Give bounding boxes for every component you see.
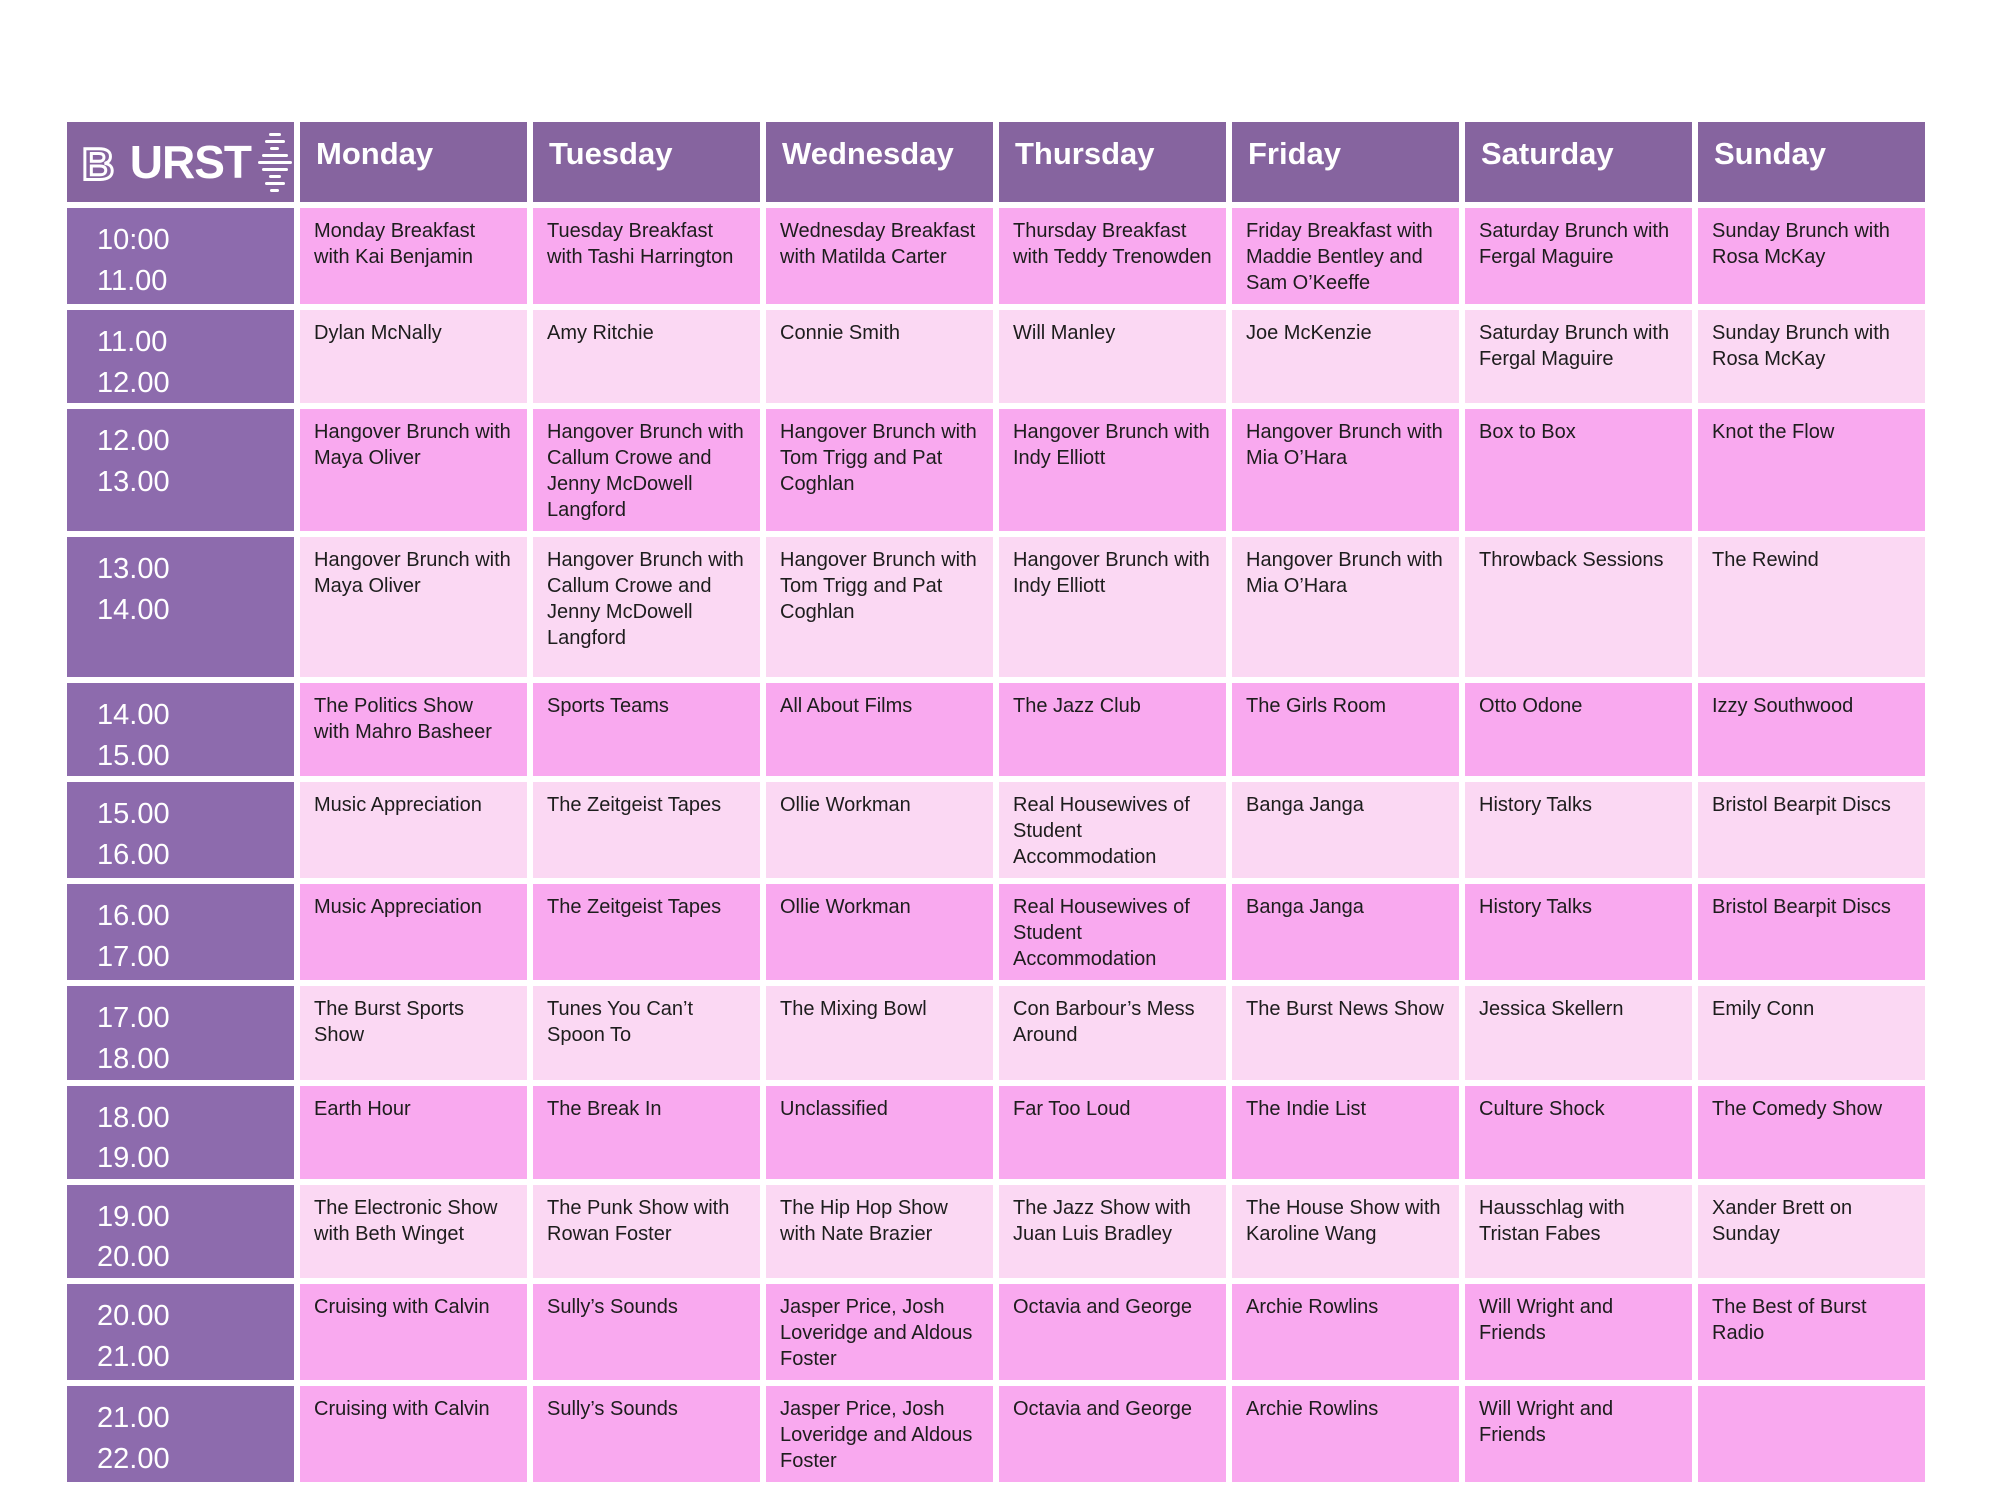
time-slot bbox=[67, 683, 294, 776]
show-cell-thursday-2000: Octavia and George bbox=[999, 1284, 1226, 1380]
show-cell-sunday-1700: Emily Conn bbox=[1698, 986, 1925, 1079]
day-header-thursday: Thursday bbox=[999, 122, 1226, 202]
show-cell-saturday-1200: Box to Box bbox=[1465, 409, 1692, 531]
show-cell-friday-1100: Joe McKenzie bbox=[1232, 310, 1459, 403]
show-cell-wednesday-2100: Jasper Price, Josh Loveridge and Aldous Foster bbox=[766, 1386, 993, 1482]
header-row bbox=[67, 122, 1925, 202]
show-cell-sunday-1000: Sunday Brunch with Rosa McKay bbox=[1698, 208, 1925, 304]
show-cell-monday-2000: Cruising with Calvin bbox=[300, 1284, 527, 1380]
time-end: 11.00 bbox=[97, 264, 168, 297]
schedule-row bbox=[67, 310, 1925, 403]
show-cell-sunday-1800: The Comedy Show bbox=[1698, 1086, 1925, 1179]
show-cell-wednesday-2000: Jasper Price, Josh Loveridge and Aldous Foster bbox=[766, 1284, 993, 1380]
show-cell-friday-2000: Archie Rowlins bbox=[1232, 1284, 1459, 1380]
show-cell-saturday-1600: History Talks bbox=[1465, 884, 1692, 980]
time-end: 12.00 bbox=[97, 366, 170, 399]
show-cell-thursday-1700: Con Barbour’s Mess Around bbox=[999, 986, 1226, 1079]
time-start: 15.00 bbox=[97, 798, 170, 831]
time-slot bbox=[67, 208, 294, 304]
day-header-tuesday: Tuesday bbox=[533, 122, 760, 202]
schedule-row bbox=[67, 1284, 1925, 1380]
time-slot bbox=[67, 884, 294, 980]
show-cell-monday-1700: The Burst Sports Show bbox=[300, 986, 527, 1079]
show-cell-wednesday-1900: The Hip Hop Show with Nate Brazier bbox=[766, 1185, 993, 1278]
burst-logo-text: URST bbox=[129, 136, 251, 188]
show-cell-wednesday-1400: All About Films bbox=[766, 683, 993, 776]
schedule-row bbox=[67, 1185, 1925, 1278]
show-cell-tuesday-1400: Sports Teams bbox=[533, 683, 760, 776]
show-cell-monday-1300: Hangover Brunch with Maya Oliver bbox=[300, 537, 527, 677]
show-cell-thursday-1300: Hangover Brunch with Indy Elliott bbox=[999, 537, 1226, 677]
time-end: 17.00 bbox=[97, 940, 170, 973]
show-cell-wednesday-1000: Wednesday Breakfast with Matilda Carter bbox=[766, 208, 993, 304]
time-slot bbox=[67, 1284, 294, 1380]
show-cell-sunday-1200: Knot the Flow bbox=[1698, 409, 1925, 531]
time-end: 14.00 bbox=[97, 593, 170, 626]
show-cell-friday-1800: The Indie List bbox=[1232, 1086, 1459, 1179]
burst-logo bbox=[67, 122, 294, 202]
waveform-icon bbox=[255, 131, 294, 194]
show-cell-monday-1100: Dylan McNally bbox=[300, 310, 527, 403]
show-cell-tuesday-1700: Tunes You Can’t Spoon To bbox=[533, 986, 760, 1079]
show-cell-wednesday-1800: Unclassified bbox=[766, 1086, 993, 1179]
show-cell-saturday-1100: Saturday Brunch with Fergal Maguire bbox=[1465, 310, 1692, 403]
show-cell-tuesday-1000: Tuesday Breakfast with Tashi Harrington bbox=[533, 208, 760, 304]
schedule-row bbox=[67, 683, 1925, 776]
time-end: 20.00 bbox=[97, 1241, 170, 1274]
show-cell-saturday-1900: Hausschlag with Tristan Fabes bbox=[1465, 1185, 1692, 1278]
day-header-friday: Friday bbox=[1232, 122, 1459, 202]
show-cell-friday-1600: Banga Janga bbox=[1232, 884, 1459, 980]
schedule-row bbox=[67, 208, 1925, 304]
time-end: 22.00 bbox=[97, 1442, 170, 1475]
schedule-row bbox=[67, 986, 1925, 1079]
show-cell-monday-1500: Music Appreciation bbox=[300, 782, 527, 878]
show-cell-thursday-1100: Will Manley bbox=[999, 310, 1226, 403]
show-cell-tuesday-1900: The Punk Show with Rowan Foster bbox=[533, 1185, 760, 1278]
show-cell-tuesday-1100: Amy Ritchie bbox=[533, 310, 760, 403]
show-cell-tuesday-1200: Hangover Brunch with Callum Crowe and Jenny McDowell Langford bbox=[533, 409, 760, 531]
show-cell-thursday-1500: Real Housewives of Student Accommodation bbox=[999, 782, 1226, 878]
burst-logo-lockup bbox=[77, 131, 294, 194]
time-slot bbox=[67, 310, 294, 403]
time-slot bbox=[67, 986, 294, 1079]
time-start: 10:00 bbox=[97, 224, 170, 256]
show-cell-tuesday-1800: The Break In bbox=[533, 1086, 760, 1179]
show-cell-sunday-1100: Sunday Brunch with Rosa McKay bbox=[1698, 310, 1925, 403]
time-slot bbox=[67, 782, 294, 878]
show-cell-monday-1600: Music Appreciation bbox=[300, 884, 527, 980]
time-slot bbox=[67, 1386, 294, 1482]
show-cell-friday-1700: The Burst News Show bbox=[1232, 986, 1459, 1079]
time-end: 21.00 bbox=[97, 1340, 170, 1373]
show-cell-tuesday-1500: The Zeitgeist Tapes bbox=[533, 782, 760, 878]
show-cell-friday-1200: Hangover Brunch with Mia O’Hara bbox=[1232, 409, 1459, 531]
show-cell-friday-1300: Hangover Brunch with Mia O’Hara bbox=[1232, 537, 1459, 677]
show-cell-wednesday-1700: The Mixing Bowl bbox=[766, 986, 993, 1079]
show-cell-saturday-2000: Will Wright and Friends bbox=[1465, 1284, 1692, 1380]
show-cell-sunday-2100 bbox=[1698, 1386, 1925, 1482]
schedule-table bbox=[61, 116, 1931, 1488]
time-slot bbox=[67, 1086, 294, 1179]
time-slot bbox=[67, 1185, 294, 1278]
show-cell-saturday-1300: Throwback Sessions bbox=[1465, 537, 1692, 677]
show-cell-saturday-1500: History Talks bbox=[1465, 782, 1692, 878]
show-cell-saturday-1000: Saturday Brunch with Fergal Maguire bbox=[1465, 208, 1692, 304]
time-end: 13.00 bbox=[97, 465, 170, 498]
show-cell-friday-1000: Friday Breakfast with Maddie Bentley and Sam O’Keeffe bbox=[1232, 208, 1459, 304]
show-cell-sunday-1300: The Rewind bbox=[1698, 537, 1925, 677]
show-cell-wednesday-1200: Hangover Brunch with Tom Trigg and Pat Coghlan bbox=[766, 409, 993, 531]
time-slot bbox=[67, 537, 294, 677]
show-cell-monday-2100: Cruising with Calvin bbox=[300, 1386, 527, 1482]
show-cell-wednesday-1600: Ollie Workman bbox=[766, 884, 993, 980]
show-cell-monday-1900: The Electronic Show with Beth Winget bbox=[300, 1185, 527, 1278]
show-cell-tuesday-2000: Sully’s Sounds bbox=[533, 1284, 760, 1380]
show-cell-sunday-1900: Xander Brett on Sunday bbox=[1698, 1185, 1925, 1278]
show-cell-tuesday-1600: The Zeitgeist Tapes bbox=[533, 884, 760, 980]
show-cell-thursday-1600: Real Housewives of Student Accommodation bbox=[999, 884, 1226, 980]
time-start: 16.00 bbox=[97, 900, 170, 933]
show-cell-wednesday-1300: Hangover Brunch with Tom Trigg and Pat Coghlan bbox=[766, 537, 993, 677]
show-cell-tuesday-1300: Hangover Brunch with Callum Crowe and Jenny McDowell Langford bbox=[533, 537, 760, 677]
show-cell-monday-1000: Monday Breakfast with Kai Benjamin bbox=[300, 208, 527, 304]
schedule-row bbox=[67, 1086, 1925, 1179]
show-cell-sunday-1500: Bristol Bearpit Discs bbox=[1698, 782, 1925, 878]
show-cell-wednesday-1100: Connie Smith bbox=[766, 310, 993, 403]
time-start: 17.00 bbox=[97, 1002, 170, 1035]
show-cell-tuesday-2100: Sully’s Sounds bbox=[533, 1386, 760, 1482]
show-cell-friday-1400: The Girls Room bbox=[1232, 683, 1459, 776]
schedule-row bbox=[67, 782, 1925, 878]
show-cell-friday-1900: The House Show with Karoline Wang bbox=[1232, 1185, 1459, 1278]
day-header-sunday: Sunday bbox=[1698, 122, 1925, 202]
time-end: 16.00 bbox=[97, 838, 170, 871]
schedule-row bbox=[67, 537, 1925, 677]
time-start: 12.00 bbox=[97, 425, 170, 458]
show-cell-saturday-1700: Jessica Skellern bbox=[1465, 986, 1692, 1079]
show-cell-thursday-1000: Thursday Breakfast with Teddy Trenowden bbox=[999, 208, 1226, 304]
show-cell-thursday-1400: The Jazz Club bbox=[999, 683, 1226, 776]
show-cell-saturday-1400: Otto Odone bbox=[1465, 683, 1692, 776]
show-cell-sunday-2000: The Best of Burst Radio bbox=[1698, 1284, 1925, 1380]
schedule-row bbox=[67, 409, 1925, 531]
time-start: 20.00 bbox=[97, 1299, 170, 1332]
svg-text:B: B bbox=[81, 138, 115, 190]
show-cell-thursday-1900: The Jazz Show with Juan Luis Bradley bbox=[999, 1185, 1226, 1278]
show-cell-friday-1500: Banga Janga bbox=[1232, 782, 1459, 878]
time-start: 19.00 bbox=[97, 1200, 170, 1233]
schedule-body bbox=[67, 208, 1925, 1482]
time-start: 18.00 bbox=[97, 1101, 170, 1134]
show-cell-monday-1200: Hangover Brunch with Maya Oliver bbox=[300, 409, 527, 531]
time-start: 14.00 bbox=[97, 699, 170, 732]
show-cell-thursday-1800: Far Too Loud bbox=[999, 1086, 1226, 1179]
time-end: 19.00 bbox=[97, 1142, 170, 1175]
schedule-row bbox=[67, 1386, 1925, 1482]
day-header-wednesday: Wednesday bbox=[766, 122, 993, 202]
schedule-header bbox=[67, 122, 1925, 202]
time-start: 11.00 bbox=[97, 326, 168, 358]
show-cell-monday-1800: Earth Hour bbox=[300, 1086, 527, 1179]
time-start: 21.00 bbox=[97, 1401, 170, 1434]
show-cell-sunday-1600: Bristol Bearpit Discs bbox=[1698, 884, 1925, 980]
show-cell-thursday-1200: Hangover Brunch with Indy Elliott bbox=[999, 409, 1226, 531]
show-cell-thursday-2100: Octavia and George bbox=[999, 1386, 1226, 1482]
show-cell-friday-2100: Archie Rowlins bbox=[1232, 1386, 1459, 1482]
show-cell-saturday-1800: Culture Shock bbox=[1465, 1086, 1692, 1179]
time-end: 18.00 bbox=[97, 1042, 170, 1075]
day-header-saturday: Saturday bbox=[1465, 122, 1692, 202]
show-cell-monday-1400: The Politics Show with Mahro Basheer bbox=[300, 683, 527, 776]
schedule-row bbox=[67, 884, 1925, 980]
time-end: 15.00 bbox=[97, 739, 170, 772]
show-cell-wednesday-1500: Ollie Workman bbox=[766, 782, 993, 878]
time-start: 13.00 bbox=[97, 553, 170, 586]
show-cell-sunday-1400: Izzy Southwood bbox=[1698, 683, 1925, 776]
show-cell-saturday-2100: Will Wright and Friends bbox=[1465, 1386, 1692, 1482]
time-slot bbox=[67, 409, 294, 531]
burst-logo-b-outline bbox=[77, 134, 126, 190]
day-header-monday: Monday bbox=[300, 122, 527, 202]
